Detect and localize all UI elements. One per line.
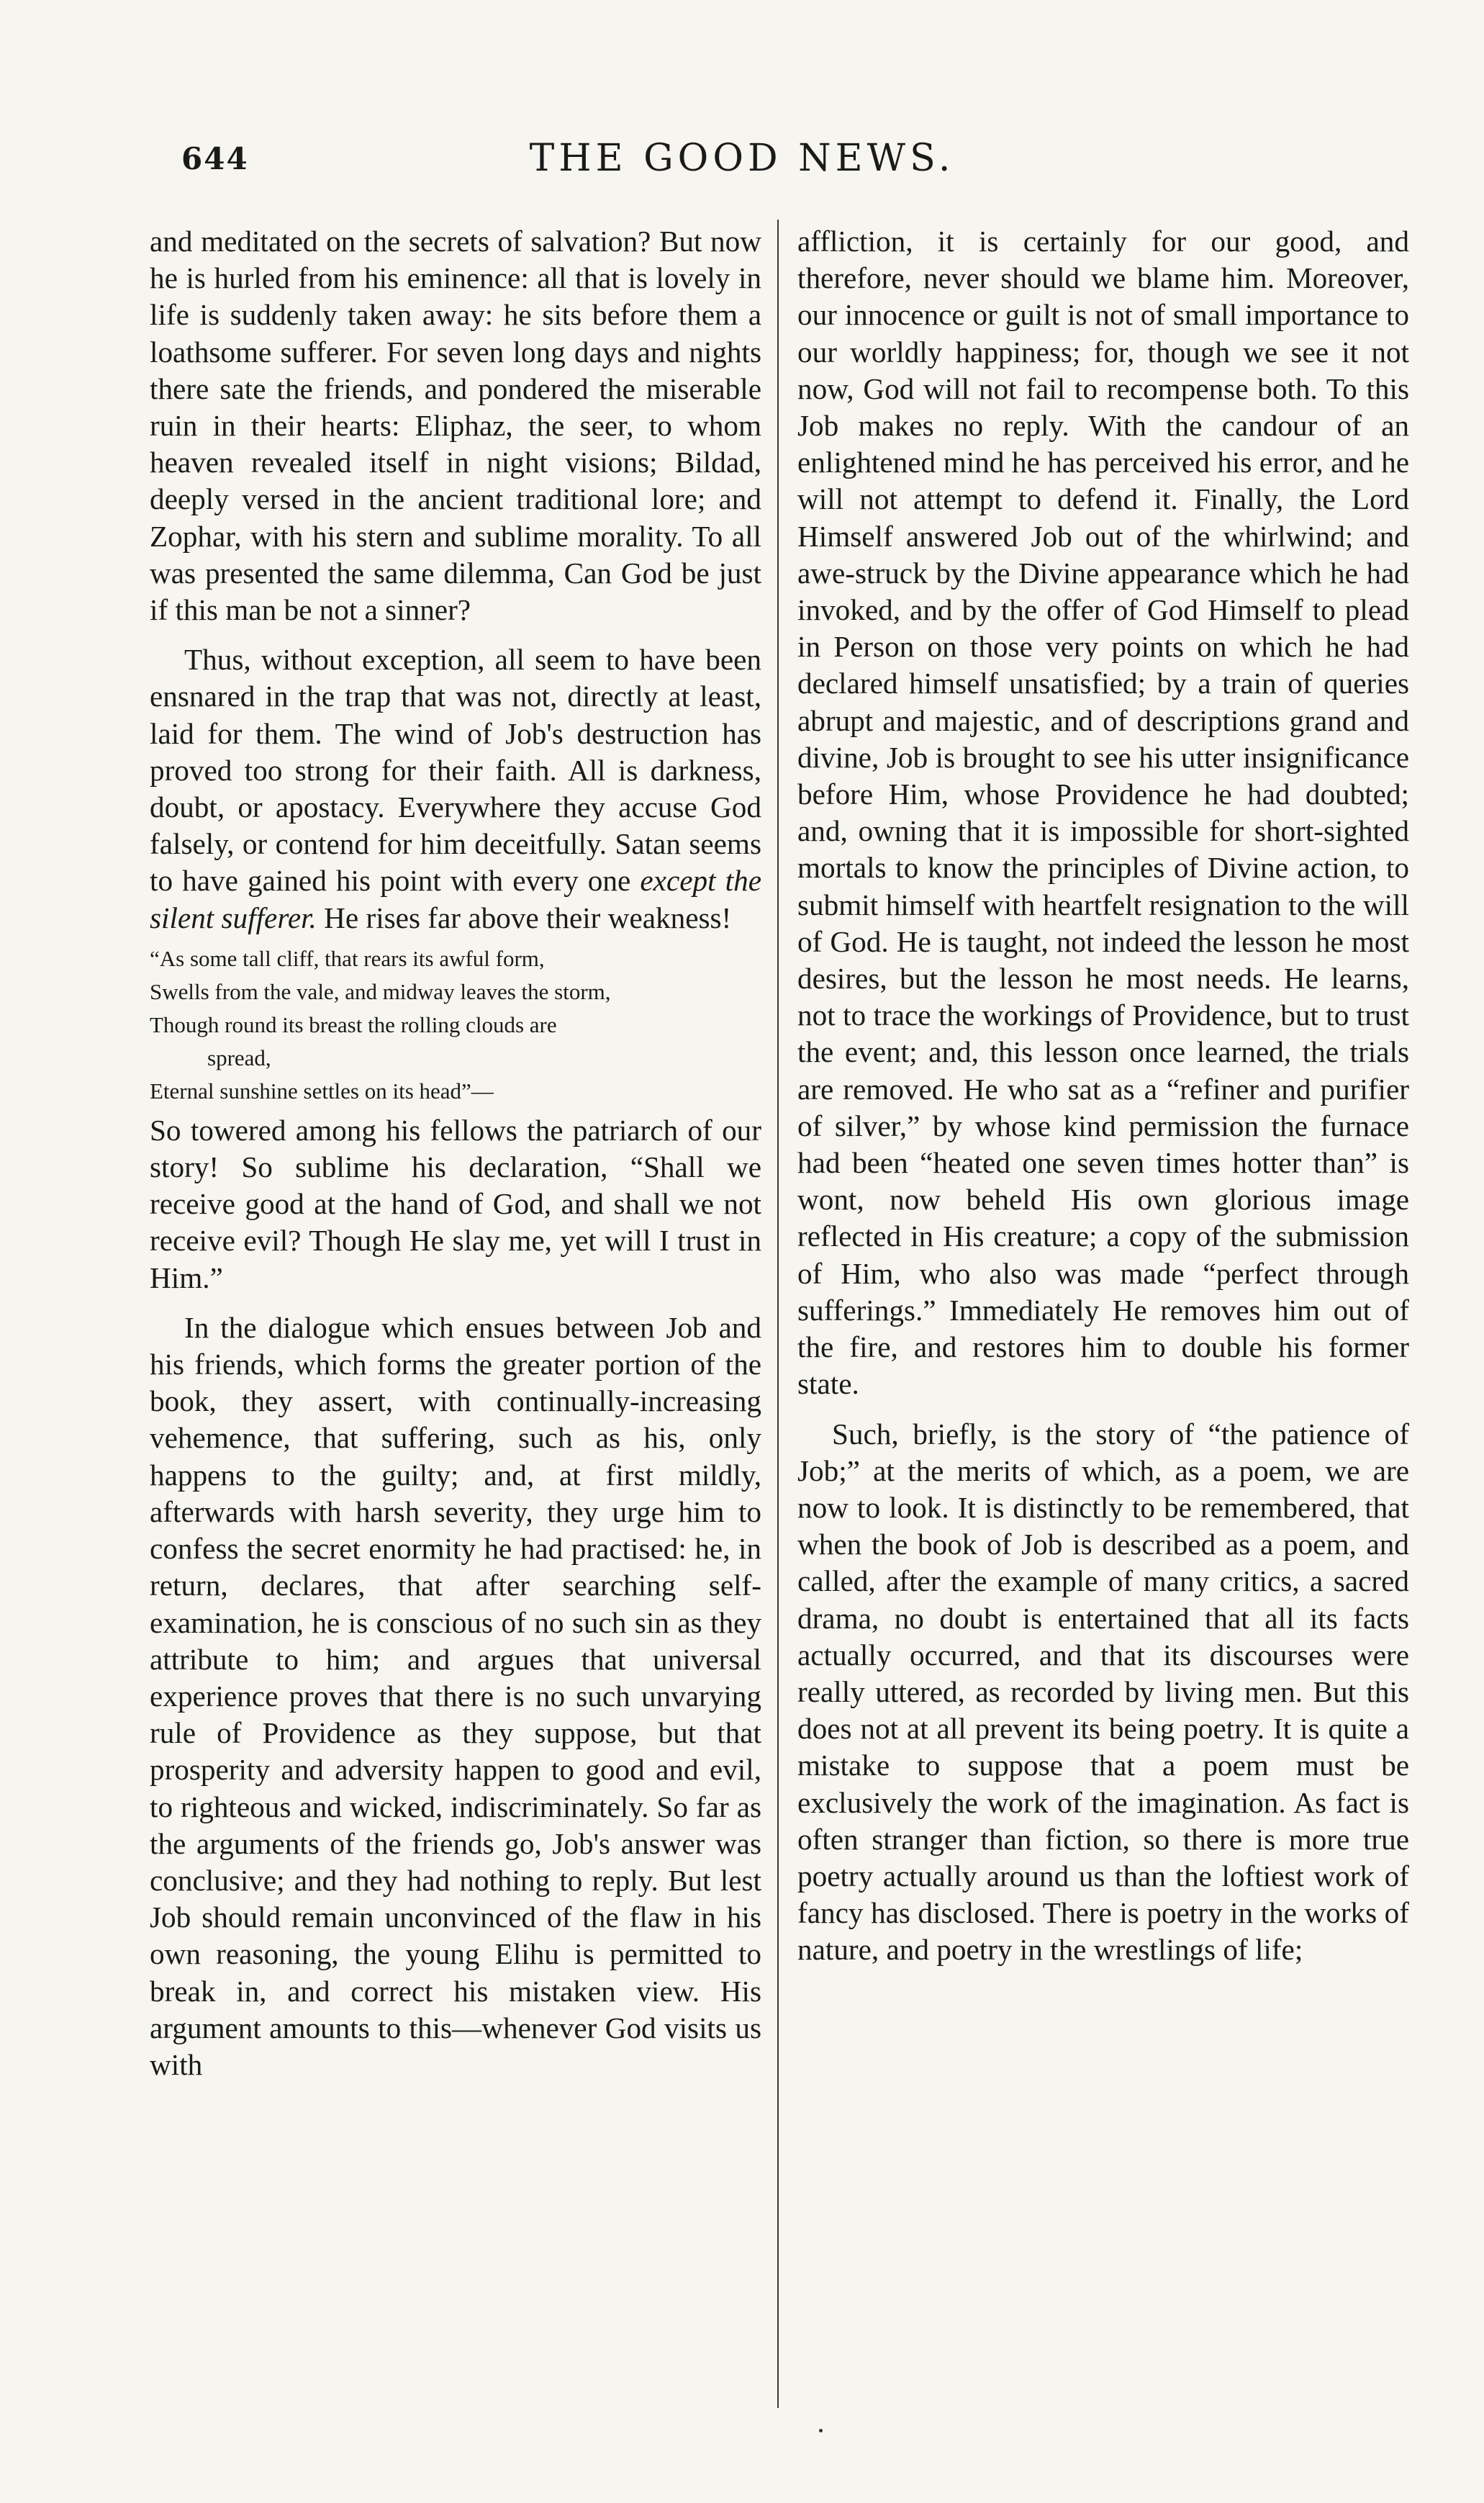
paragraph: In the dialogue which ensues between Job and his friends, which forms the greater portion of the book, they assert, with continually-increasing vehemence, that suffering, such as his, only happens to the guilty; and, at first mildly, afterwards with harsh severity, they urge him to confess the secret enormity he had practised: he, in return, declares, that after searching self-examination, he is conscious of no such sin as they attribute to him; and argues that universal experience proves that there is no such unvarying rule of Providence as they suppose, but that prosperity and adversity happen to good and evil, to righteous and wicked, indiscriminately. So far as the arguments of the friends go, Job's answer was conclusive; and they had nothing to reply. But lest Job should remain unconvinced of the flaw in his own reasoning, the young Elihu is permitted to break in, and correct his mistaken view. His argument amounts to this—whenever God visits us with xyxy=(150,1310,761,2081)
poem-line: Swells from the vale, and midway leaves the storm, xyxy=(150,978,611,1004)
paragraph xyxy=(150,641,761,937)
paragraph: affliction, it is certainly for our good, and therefore, never should we blame him. Moreover, our innocence or guilt is not of small importance to our worldly happiness; for, though we see it not now, God will not fail to recompense both. To this Job makes no reply. With the candour of an enlightened mind he has perceived his error, and he will not attempt to defend it. Finally, the Lord Himself answered Job out of the whirlwind; and awe-struck by the Divine appearance which he had invoked, and by the offer of God Himself to plead in Person on those very points on which he had declared himself unsatisfied; by a train of queries abrupt and majestic, and of descriptions grand and divine, Job is brought to see his utter insignificance before Him, whose Providence he had doubted; and, owning that it is impossible for short-sighted mortals to know the principles of Divine action, to submit himself with heartfelt resignation to the will of God. He is taught, not indeed the lesson he most desires, but the lesson he most needs. He learns, not to trace the workings of Providence, but to trust the event; and, this lesson once learned, the trials are removed. He who sat as a “refiner and purifier of silver,” by whose kind permission the furnace had been “heated one seven times hotter than” is wont, now beheld His own glorious image reflected in His creature; a copy of the submission of Him, who also was made “perfect through sufferings.” Immediately He removes him out of the fire, and restores him to double his former state. xyxy=(797,225,1409,1401)
paragraph: and meditated on the secrets of salvation? But now he is hurled from his eminence: all that is lovely in life is suddenly taken away: he sits before them a loathsome sufferer. For seven long days and nights there sate the friends, and pondered the miserable ruin in their hearts: Eliphaz, the seer, to whom heaven revealed itself in night visions; Bildad, deeply versed in the ancient traditional lore; and Zophar, with his stern and sublime morality. To all was presented the same dilemma, Can God be just if this man be not a sinner? xyxy=(150,225,761,627)
paragraph-text: Thus, without exception, all seem to have been ensnared in the trap that was not, directly at least, laid for them. The wind of Job's destruction has proved too strong for their faith. All is darkness, doubt, or apostacy. Everywhere they accuse God falsely, or contend for him deceitfully. Satan seems to have gained his point with every one xyxy=(150,643,761,898)
italic-phrase: except the silent sufferer. xyxy=(150,864,762,934)
poem-line: Eternal sunshine settles on its head”— xyxy=(150,1078,494,1104)
poem-line: “As some tall cliff, that rears its awful form, xyxy=(150,945,545,971)
ink-speck xyxy=(819,2429,823,2432)
paragraph: So towered among his fellows the patriarch of our story! So sublime his declaration, “Shall we receive good at the hand of God, and shall we not receive evil? Though He slay me, yet will I trust in Him.” xyxy=(150,1113,761,1294)
running-title: THE GOOD NEWS. xyxy=(529,137,955,180)
left-column xyxy=(150,223,761,2083)
paragraph: Such, briefly, is the story of “the patience of Job;” at the merits of which, as a poem, we are now to look. It is distinctly to be remembered, that when the book of Job is described as a poem, and called, after the example of many critics, a sacred drama, no doubt is entertained that all its facts actually occurred, and that its discourses were really uttered, as recorded by living men. But this does not at all prevent its being poetry. It is quite a mistake to suppose that a poem must be exclusively the work of the imagination. As fact is often stranger than fiction, so there is more true poetry actually around us than the loftiest work of fancy has disclosed. There is poetry in the works of nature, and poetry in the wrestlings of life; xyxy=(797,1417,1409,1967)
poem-quotation xyxy=(150,942,761,1108)
poem-line: spread, xyxy=(207,1045,271,1070)
poem-line: Though round its breast the rolling clouds are xyxy=(150,1011,557,1037)
column-divider xyxy=(777,220,779,2408)
right-column xyxy=(797,223,1409,1969)
page-number: 644 xyxy=(181,141,249,176)
paragraph-text: He rises far above their weakness! xyxy=(316,901,732,934)
